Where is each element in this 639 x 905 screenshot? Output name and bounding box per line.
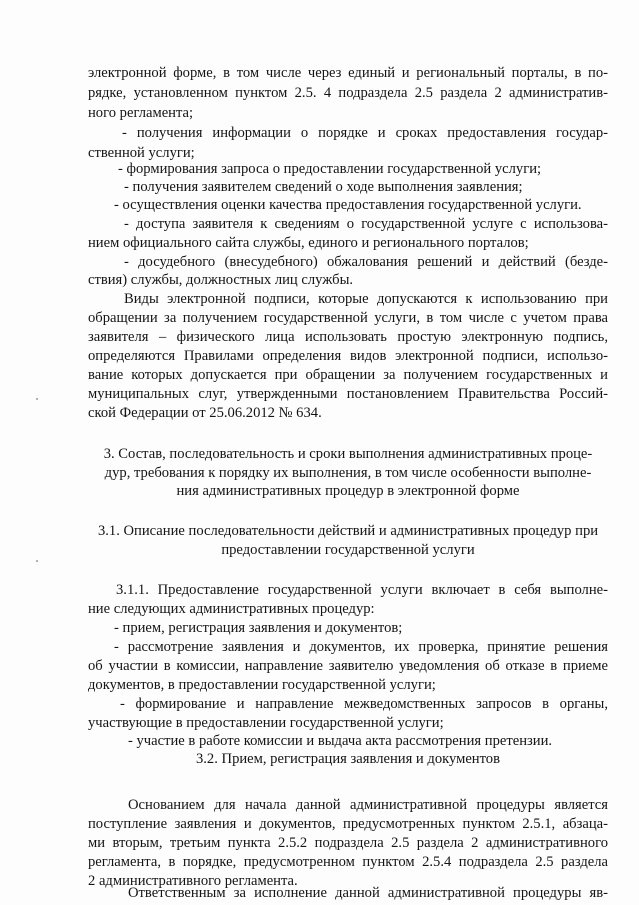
list-item: - осуществления оценки качества предоставления государственной услуги. xyxy=(114,197,582,213)
scan-speck xyxy=(36,398,38,400)
list-item: - получения информации о порядке и сроках предоставления государ- xyxy=(122,125,608,141)
text-line: ственной услуги; xyxy=(88,145,195,161)
subsection-heading: 3.2. Прием, регистрация заявления и документов xyxy=(195,751,500,767)
text-line: рядке, установленном пунктом 2.5. 4 подраздела 2.5 раздела 2 административ- xyxy=(88,85,608,101)
list-item: - получения заявителем сведений о ходе выполнения заявления; xyxy=(124,179,523,195)
list-item: - формирования запроса о предоставлении государственной услуги; xyxy=(118,161,542,177)
text-line: электронной форме, в том числе через единый и региональный порталы, в по- xyxy=(88,65,608,81)
text-line: документов, в предоставлении государственной услуги; xyxy=(88,677,436,693)
list-item: - прием, регистрация заявления и документов; xyxy=(114,620,403,636)
text-line: обращении за получением государственной услуги, в том числе с учетом права xyxy=(88,310,608,326)
list-item: - формирование и направление межведомственных запросов в органы, xyxy=(120,696,608,712)
scan-speck xyxy=(36,560,38,562)
list-item: - участие в работе комиссии и выдача акта рассмотрения претензии. xyxy=(128,733,553,749)
subsection-heading: 3.1. Описание последовательности действий и административных процедур при xyxy=(97,523,599,539)
text-line: ми вторым, третьим пункта 2.5.2 подраздела 2.5 раздела 2 административного xyxy=(88,835,608,851)
text-line: вание которых допускается при обращении за получением государственных и xyxy=(88,367,608,383)
section-heading: 3. Состав, последовательность и сроки выполнения административных проце- xyxy=(103,446,593,462)
text-line: об участии в комиссии, направление заявителю уведомления об отказе в приеме xyxy=(88,658,608,674)
text-line: поступление заявления и документов, предусмотренных пунктом 2.5.1, абзаца- xyxy=(88,816,608,832)
text-line: ного регламента; xyxy=(88,105,194,121)
section-heading: ния административных процедур в электронной форме xyxy=(176,483,520,499)
text-line: определяются Правилами определения видов электронной подписи, использо- xyxy=(88,348,608,364)
text-line: муниципальных слуг, утвержденными постановлением Правительства Россий- xyxy=(88,386,608,402)
paragraph-first-line: 3.1.1. Предоставление государственной услуги включает в себя выполне- xyxy=(116,582,608,598)
text-line: нием официального сайта службы, единого и регионального порталов; xyxy=(88,235,529,251)
list-item: - рассмотрение заявления и документов, их проверка, принятие решения xyxy=(114,639,608,655)
text-line: 2 административного регламента. xyxy=(88,873,298,889)
list-item: - доступа заявителя к сведениям о государственной услуге с использова- xyxy=(124,216,608,232)
subsection-heading: предоставлении государственной услуги xyxy=(221,542,475,558)
paragraph-first-line: Ответственным за исполнение данной административной процедуры яв- xyxy=(128,885,608,901)
list-item: - досудебного (внесудебного) обжалования решений и действий (безде- xyxy=(124,254,608,270)
text-line: ние следующих административных процедур: xyxy=(88,601,375,617)
section-heading: дур, требования к порядку их выполнения, в том числе особенности выполне- xyxy=(104,465,592,481)
text-line: заявителя – физического лица использовать простую электронную подпись, xyxy=(88,329,608,345)
paragraph-first-line: Виды электронной подписи, которые допускаются к использованию при xyxy=(124,291,608,307)
text-line: ской Федерации от 25.06.2012 № 634. xyxy=(88,405,322,421)
text-line: ствия) службы, должностных лиц службы. xyxy=(88,272,354,288)
text-line: участвующие в предоставлении государственной услуги; xyxy=(88,715,444,731)
paragraph-first-line: Основанием для начала данной административной процедуры является xyxy=(128,797,608,813)
text-line: регламента, в порядке, предусмотренном пунктом 2.5.4 подраздела 2.5 раздела xyxy=(88,854,608,870)
